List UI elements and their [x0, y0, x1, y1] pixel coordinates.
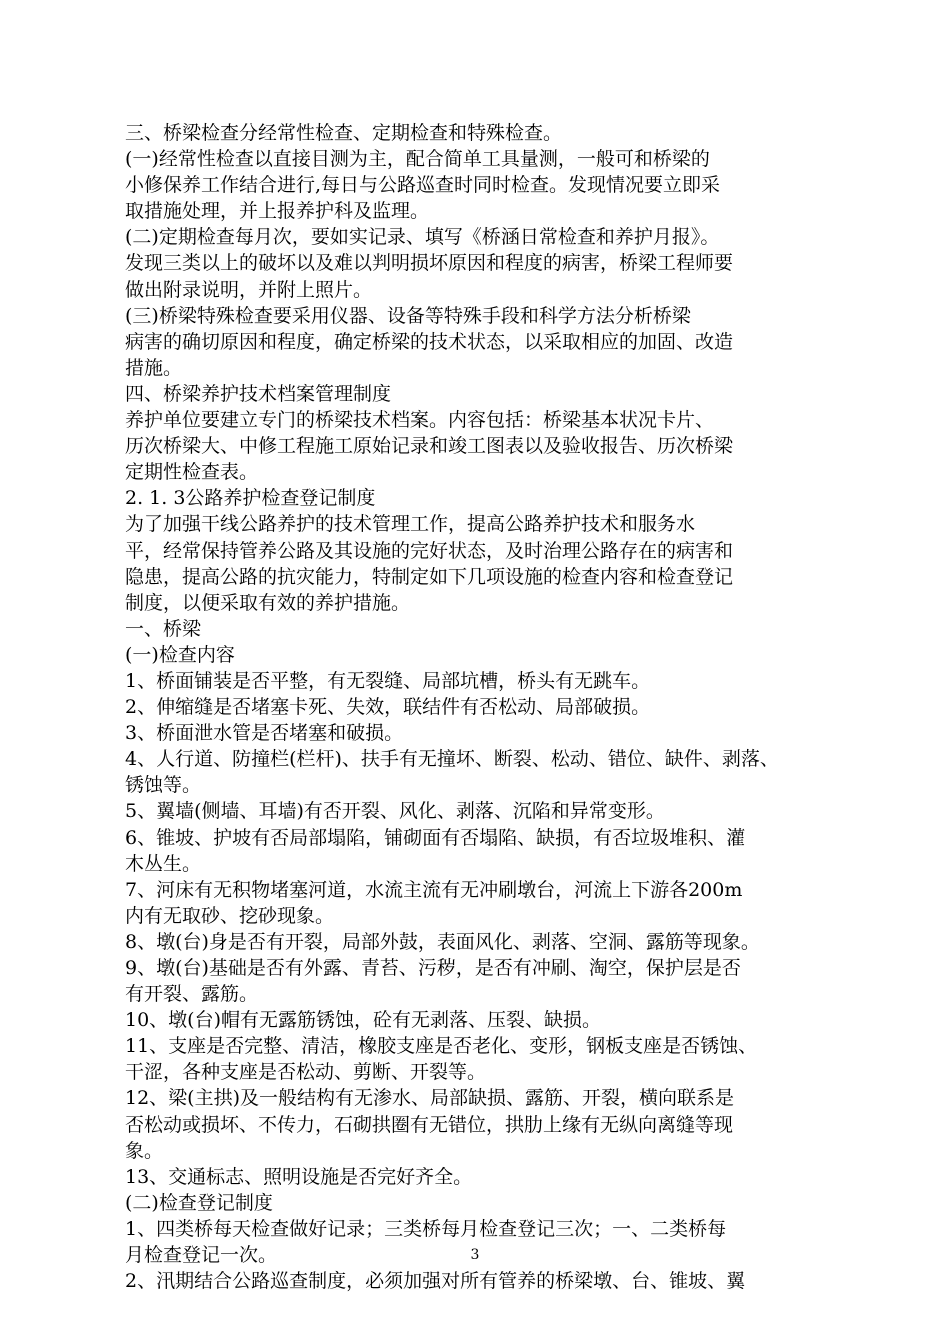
text-line: (二)定期检查每月次，要如实记录、填写《桥涵日常检查和养护月报》。 — [125, 226, 720, 249]
text-line: 三、桥梁检查分经常性检查、定期检查和特殊检查。 — [125, 122, 563, 144]
page-number: 3 — [470, 1247, 480, 1263]
text-line: 发现三类以上的破坏以及难以判明损坏原因和程度的病害，桥梁工程师要 — [125, 252, 734, 275]
document-body — [125, 120, 845, 1294]
text-line: 制度，以便采取有效的养护措施。 — [125, 591, 411, 614]
text-line: 4、人行道、防撞栏(栏杆)、扶手有无撞坏、断裂、松动、错位、缺件、剥落、 — [125, 748, 779, 771]
text-line: 一、桥梁 — [125, 617, 202, 640]
text-line: (二)检查登记制度 — [125, 1191, 273, 1214]
text-line: 锈蚀等。 — [125, 774, 202, 797]
text-line: 木丛生。 — [125, 852, 202, 875]
text-line: 历次桥梁大、中修工程施工原始记录和竣工图表以及验收报告、历次桥梁 — [125, 435, 734, 458]
text-line: 1、四类桥每天检查做好记录；三类桥每月检查登记三次；一、二类桥每 — [125, 1217, 727, 1240]
text-line: 12、梁(主拱)及一般结构有无渗水、局部缺损、露筋、开裂，横向联系是 — [125, 1087, 735, 1110]
text-line: 内有无取砂、挖砂现象。 — [125, 904, 335, 927]
text-line: 5、翼墙(侧墙、耳墙)有否开裂、风化、剥落、沉陷和异常变形。 — [125, 800, 665, 823]
text-line: 平，经常保持管养公路及其设施的完好状态，及时治理公路存在的病害和 — [125, 539, 734, 562]
text-line: 有开裂、露筋。 — [125, 983, 259, 1006]
text-line: 11、支座是否完整、清洁，橡胶支座是否老化、变形，钢板支座是否锈蚀、 — [125, 1035, 758, 1058]
text-line: 病害的确切原因和程度，确定桥梁的技术状态，以采取相应的加固、改造 — [125, 330, 734, 353]
text-line: 6、锥坡、护坡有否局部塌陷，铺砌面有否塌陷、缺损，有否垃圾堆积、灌 — [125, 826, 746, 849]
text-line: 干涩，各种支座是否松动、剪断、开裂等。 — [125, 1061, 487, 1084]
text-line: 取措施处理，并上报养护科及监理。 — [125, 200, 430, 223]
text-line: 3、桥面泄水管是否堵塞和破损。 — [125, 722, 404, 745]
text-line: 2. 1. 3公路养护检查登记制度 — [125, 487, 376, 510]
text-line: 为了加强干线公路养护的技术管理工作，提高公路养护技术和服务水 — [125, 513, 696, 536]
text-line: (一)检查内容 — [125, 643, 235, 666]
text-line: 8、墩(台)身是否有开裂，局部外鼓，表面风化、剥落、空洞、露筋等现象。 — [125, 930, 760, 953]
text-line: 9、墩(台)基础是否有外露、青苔、污秽，是否有冲刷、淘空，保护层是否 — [125, 957, 741, 979]
text-line: 四、桥梁养护技术档案管理制度 — [125, 382, 392, 405]
text-line: (三)桥梁特殊检查要采用仪器、设备等特殊手段和科学方法分析桥梁 — [125, 304, 691, 327]
text-line: 定期性检查表。 — [125, 461, 259, 484]
text-line: 养护单位要建立专门的桥梁技术档案。内容包括：桥梁基本状况卡片、 — [125, 409, 715, 432]
text-line: 象。 — [125, 1139, 164, 1162]
text-line: 13、交通标志、照明设施是否完好齐全。 — [125, 1165, 473, 1188]
text-line: 7、河床有无积物堵塞河道，水流主流有无冲刷墩台，河流上下游各200m — [125, 878, 743, 901]
text-line: 否松动或损坏、不传力，石砌拱圈有无错位，拱肋上缘有无纵向离缝等现 — [125, 1113, 734, 1136]
text-line: 2、伸缩缝是否堵塞卡死、失效，联结件有否松动、局部破损。 — [125, 696, 651, 719]
text-line: 月检查登记一次。 — [125, 1244, 278, 1267]
text-line: 小修保养工作结合进行,每日与公路巡查时同时检查。发现情况要立即采 — [125, 174, 721, 197]
text-line: 隐患，提高公路的抗灾能力，特制定如下几项设施的检查内容和检查登记 — [125, 565, 734, 588]
text-line: 2、汛期结合公路巡查制度，必须加强对所有管养的桥梁墩、台、锥坡、翼 — [125, 1270, 746, 1293]
text-line: 1、桥面铺装是否平整，有无裂缝、局部坑槽，桥头有无跳车。 — [125, 669, 651, 692]
text-line: (一)经常性检查以直接目测为主，配合简单工具量测，一般可和桥梁的 — [125, 148, 710, 171]
text-line: 10、墩(台)帽有无露筋锈蚀，砼有无剥落、压裂、缺损。 — [125, 1009, 602, 1032]
text-line: 措施。 — [125, 356, 183, 379]
text-line: 做出附录说明，并附上照片。 — [125, 278, 373, 301]
